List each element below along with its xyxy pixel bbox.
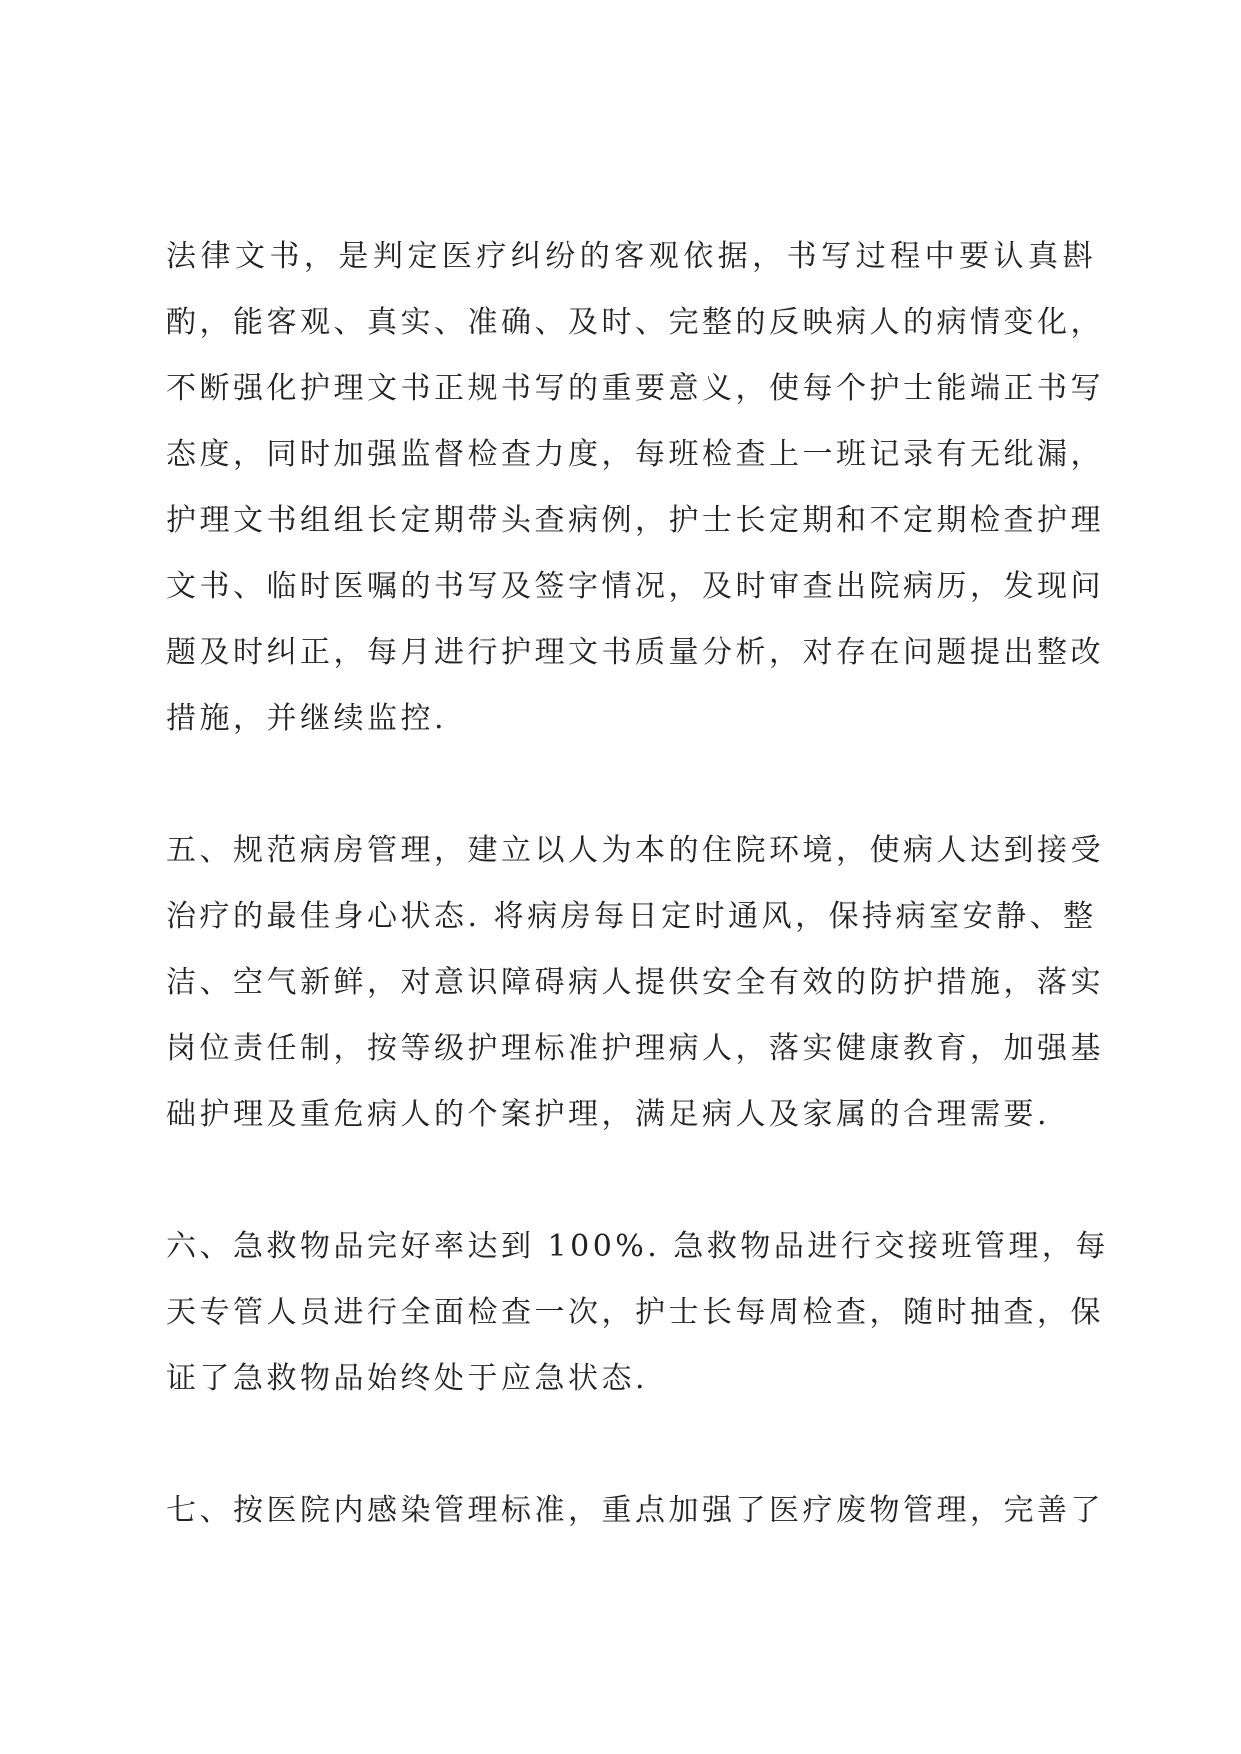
text-line: 洁、空气新鲜，对意识障碍病人提供安全有效的防护措施，落实 <box>166 965 1104 1000</box>
text-line: 治疗的最佳身心状态. 将病房每日定时通风，保持病室安静、整 <box>166 899 1097 934</box>
text-line: 五、规范病房管理，建立以人为本的住院环境，使病人达到接受 <box>166 833 1104 868</box>
paragraph-gap <box>166 1412 1096 1478</box>
document-body <box>166 224 1109 1544</box>
paragraph-ward-management <box>166 818 1104 1148</box>
text-line: 措施，并继续监控. <box>166 701 448 736</box>
text-line: 六、急救物品完好率达到 100%. 急救物品进行交接班管理，每 <box>166 1229 1109 1264</box>
text-line: 文书、临时医嘱的书写及签字情况，及时审查出院病历，发现问 <box>166 569 1104 604</box>
paragraph-gap <box>166 752 1096 818</box>
text-line: 础护理及重危病人的个案护理，满足病人及家属的合理需要. <box>166 1097 1051 1132</box>
text-line: 酌，能客观、真实、准确、及时、完整的反映病人的病情变化， <box>166 305 1104 340</box>
text-line: 岗位责任制，按等级护理标准护理病人，落实健康教育，加强基 <box>166 1031 1104 1066</box>
text-line: 七、按医院内感染管理标准，重点加强了医疗废物管理，完善了 <box>166 1493 1104 1528</box>
paragraph-infection-control <box>166 1478 1104 1544</box>
text-line: 护理文书组组长定期带头查病例，护士长定期和不定期检查护理 <box>166 503 1104 538</box>
paragraph-emergency-supplies <box>166 1214 1109 1412</box>
text-line: 证了急救物品始终处于应急状态. <box>166 1361 649 1396</box>
text-line: 法律文书，是判定医疗纠纷的客观依据，书写过程中要认真斟 <box>166 239 1096 274</box>
text-line: 题及时纠正，每月进行护理文书质量分析，对存在问题提出整改 <box>166 635 1104 670</box>
paragraph-nursing-records <box>166 224 1104 752</box>
paragraph-gap <box>166 1148 1096 1214</box>
text-line: 态度，同时加强监督检查力度，每班检查上一班记录有无纰漏， <box>166 437 1104 472</box>
text-line: 不断强化护理文书正规书写的重要意义，使每个护士能端正书写 <box>166 371 1104 406</box>
text-line: 天专管人员进行全面检查一次，护士长每周检查，随时抽查，保 <box>166 1295 1104 1330</box>
